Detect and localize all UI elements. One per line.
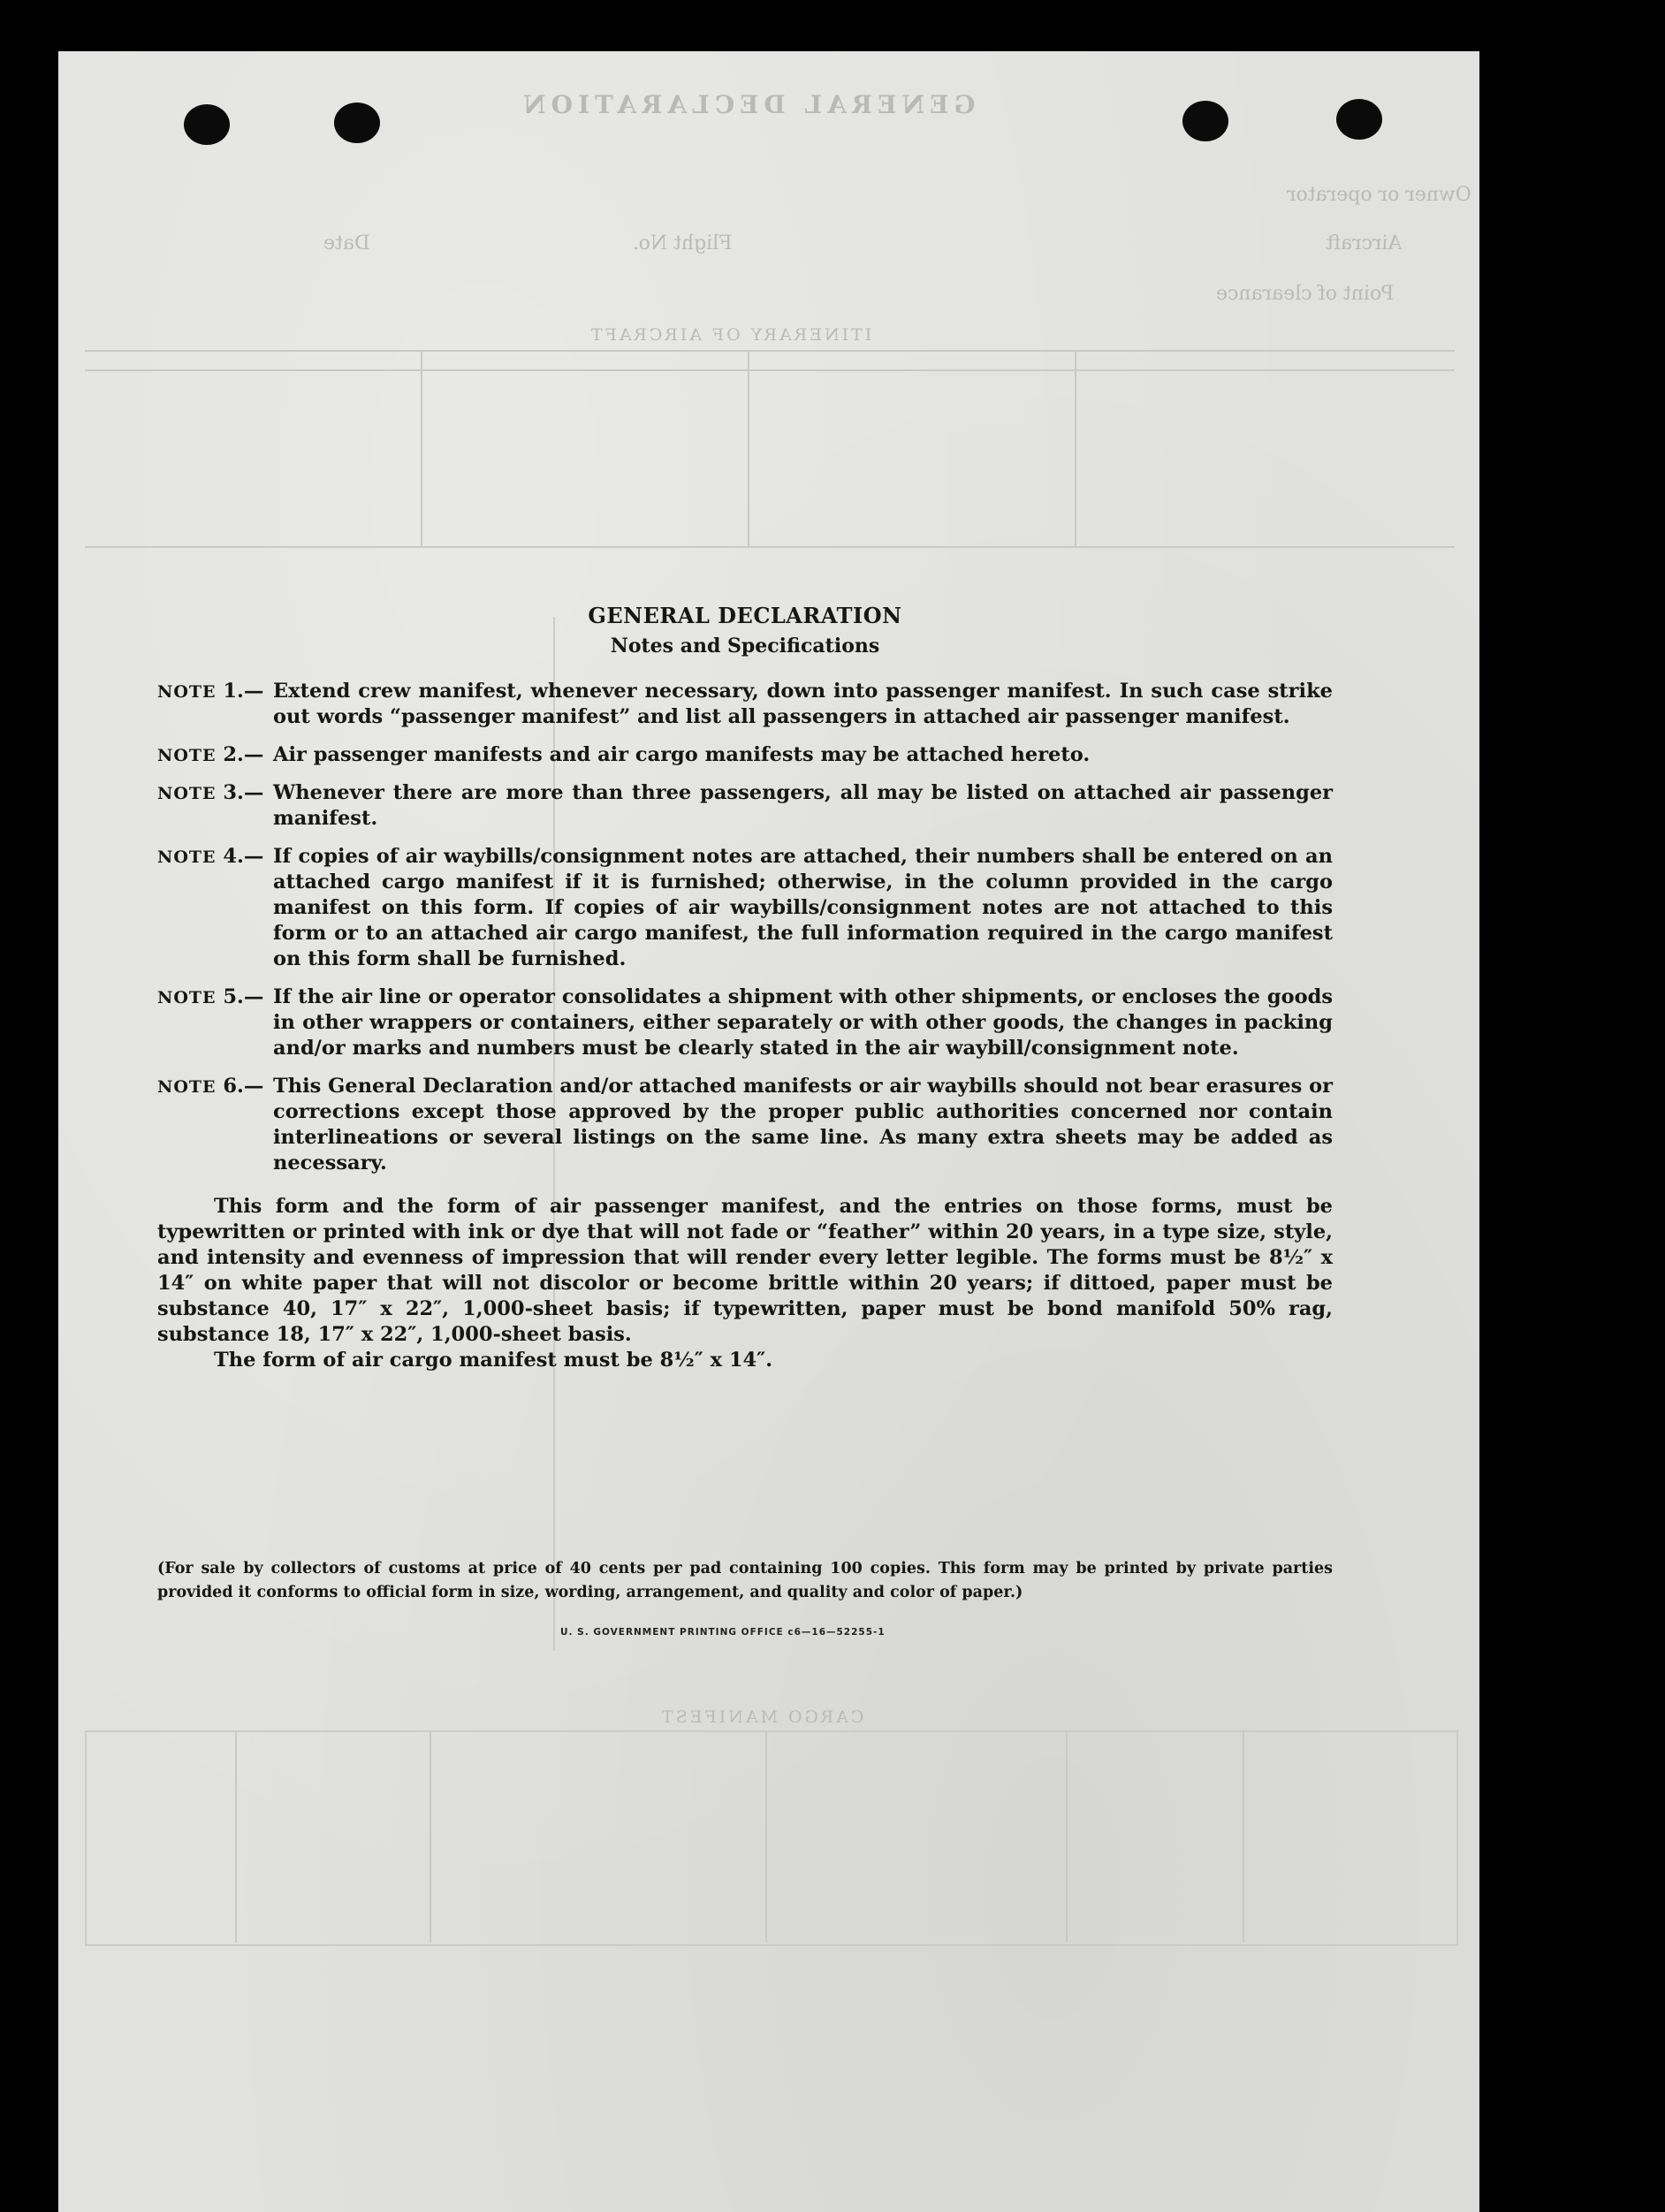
note-4 [157,844,1333,972]
note-text: This General Declaration and/or attached manifests or air waybills should not bear erasures or corrections except those approved by the proper public authorities concerned nor contain interlineations or several listings on the same line. As many extra sheets may be added as necessary. [273,1075,1333,1174]
show-through-cargo-vrule-4 [1066,1730,1068,1942]
note-3 [157,780,1333,832]
show-through-clearance: Point of clearance [1216,283,1395,305]
note-label: NOTE 6.— [157,1075,264,1098]
declaration-title: GENERAL DECLARATION [588,603,902,628]
punch-hole-right-1 [1182,101,1228,141]
show-through-owner: Owner or operator [1287,184,1471,206]
show-through-title: GENERAL DECLARATION [518,90,976,119]
note-text: Air passenger manifests and air cargo manifests may be attached hereto. [273,743,1091,766]
show-through-cargo-vrule-3 [765,1730,767,1942]
cargo-manifest-size-line: The form of air cargo manifest must be 8½″ x 14″. [214,1349,773,1372]
note-1 [157,679,1333,730]
declaration-subtitle: Notes and Specifications [610,635,880,658]
note-text: Extend crew manifest, whenever necessary, down into passenger manifest. In such case strike out words “passenger manifest” and list all passengers in attached air passenger manifest. [273,680,1333,728]
show-through-rule-3 [85,546,1455,548]
show-through-vrule-1 [421,352,422,546]
note-text: If the air line or operator consolidates a shipment with other shipments, or encloses the goods in other wrappers or containers, either separately or with other goods, the changes in packing and/or marks and numbers must be clearly stated in the air waybill/consignment note. [273,985,1333,1060]
show-through-cargo: CARGO MANIFEST [659,1707,864,1727]
show-through-rule-1 [85,350,1455,352]
punch-hole-left-2 [334,103,380,143]
note-label: NOTE 3.— [157,781,264,804]
gpo-imprint: U. S. GOVERNMENT PRINTING OFFICE c6—16—52255-1 [560,1627,886,1638]
show-through-vrule-2 [748,352,749,546]
sale-footnote: (For sale by collectors of customs at price of 40 cents per pad containing 100 copies. This form may be printed by private parties provided it conforms to official form in size, wording, arrangement, and quality and color of paper.) [157,1560,1333,1601]
show-through-date: Date [323,232,370,255]
notes-section [157,601,1333,1373]
show-through-flight: Flight No. [633,232,733,255]
show-through-cargo-table [85,1730,1458,1946]
show-through-cargo-vrule-5 [1243,1730,1244,1942]
note-label: NOTE 5.— [157,985,264,1008]
note-label: NOTE 4.— [157,845,264,868]
note-label: NOTE 2.— [157,743,264,766]
show-through-vrule-3 [1075,352,1076,546]
note-6 [157,1074,1333,1176]
show-through-cargo-vrule-1 [235,1730,237,1942]
note-text: If copies of air waybills/consignment notes are attached, their numbers shall be entered on an attached cargo manifest if it is furnished; otherwise, in the column provided in the cargo manifest on this form. If copies of air waybills/consignment notes are not attached to this form or to an attached air cargo manifest, the full information required in the cargo manifest on this form shall be furnished. [273,845,1333,970]
punch-hole-left-1 [184,104,230,145]
form-specification-paragraph: This form and the form of air passenger manifest, and the entries on those forms, must be typewritten or printed with ink or dye that will not fade or “feather” within 20 years, in a type size, style, and intensity and evenness of impression that will render every letter legible. The forms must be 8½″ x 14″ on white paper that will not discolor or become brittle within 20 years; if dittoed, paper must be substance 40, 17″ x 22″, 1,000-sheet basis; if typewritten, paper must be bond manifold 50% rag, substance 18, 17″ x 22″, 1,000-sheet basis. [157,1195,1333,1346]
note-label: NOTE 1.— [157,680,264,703]
note-5 [157,984,1333,1061]
show-through-cargo-vrule-2 [430,1730,431,1942]
show-through-aircraft: Aircraft [1326,232,1403,255]
note-text: Whenever there are more than three passengers, all may be listed on attached air passenger manifest. [273,781,1333,830]
show-through-itinerary: ITINERARY OF AIRCRAFT [589,325,872,345]
punch-hole-right-2 [1336,99,1382,140]
note-2 [157,742,1333,768]
show-through-rule-2 [85,369,1455,371]
